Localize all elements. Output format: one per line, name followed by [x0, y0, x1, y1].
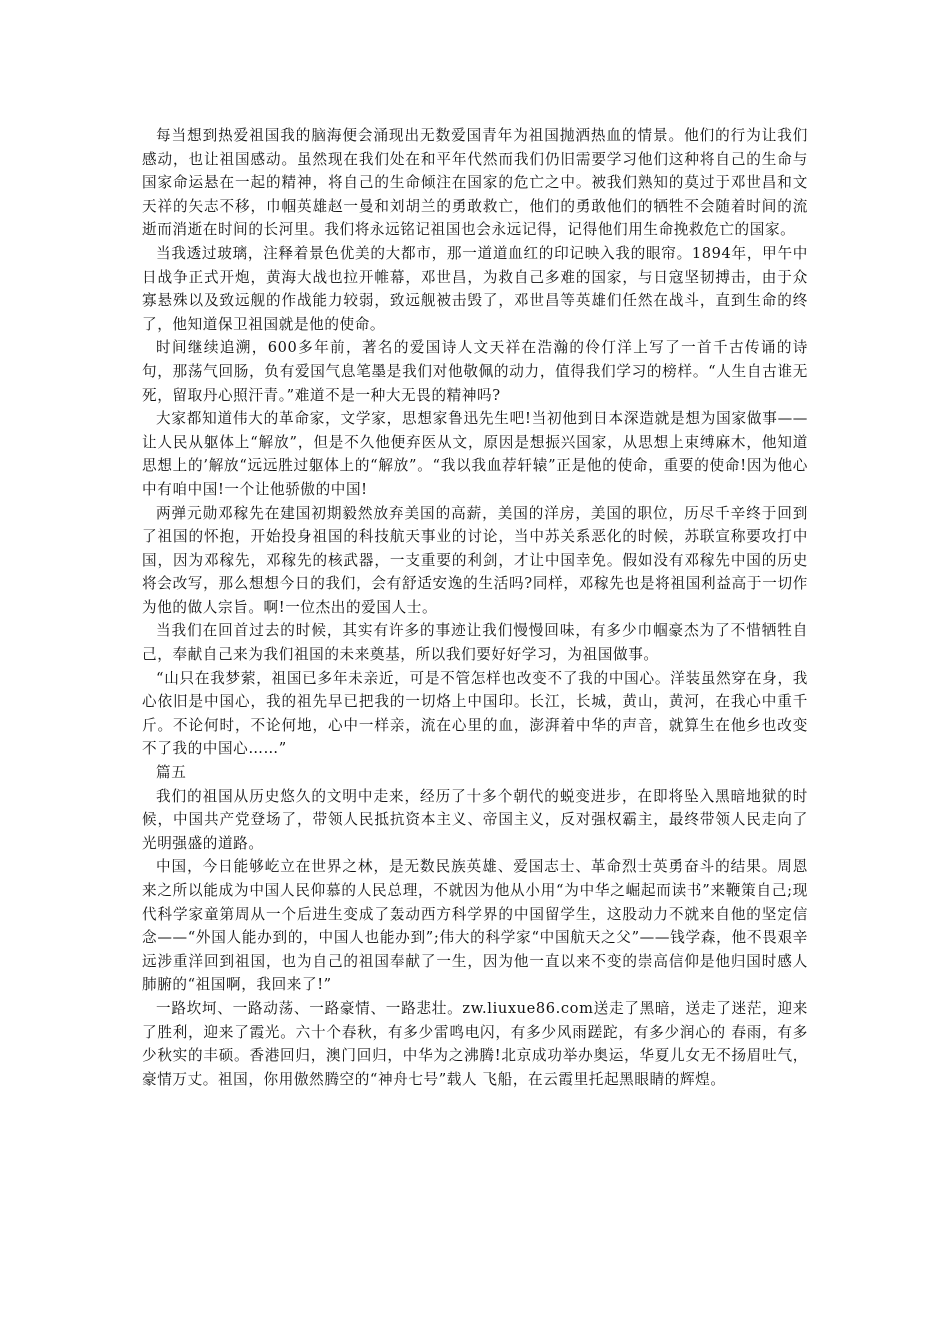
paragraph-6: 当我们在回首过去的时候，其实有许多的事迹让我们慢慢回味，有多少巾帼豪杰为了不惜牺牲自己，奉献自己来为我们祖国的未来奠基，所以我们要好好学习，为祖国做事。	[142, 622, 808, 664]
paragraph-1: 每当想到热爱祖国我的脑海便会涌现出无数爱国青年为祖国抛洒热血的情景。他们的行为让我们感动，也让祖国感动。虽然现在我们处在和平年代然而我们仍旧需要学习他们这种将自己的生命与国家命运悬在一起的精神，将自己的生命倾注在国家的危亡之中。被我们熟知的莫过于邓世昌和文天祥的矢志不移，巾帼英雄赵一曼和刘胡兰的勇敢救亡，他们的勇敢他们的牺牲不会随着时间的流逝而消逝在时间的长河里。我们将永远铭记祖国也会永远记得，记得他们用生命挽救危亡的国家。	[142, 127, 808, 239]
document-body	[142, 124, 808, 1091]
paragraph-10: 一路坎坷、一路动荡、一路豪情、一路悲壮。zw.liuxue86.com送走了黑暗，送走了迷茫，迎来了胜利，迎来了霞光。六十个春秋，有多少雷鸣电闪，有多少风雨蹉跎，有多少润心的 春雨，有多少秋实的丰硕。香港回归，澳门回归，中华为之沸腾!北京成功举办奥运，华夏儿女无不扬眉吐气，豪情万丈。祖国，你用傲然腾空的“神舟七号”载人 飞船，在云霞里托起黑眼睛的辉煌。	[142, 999, 808, 1088]
paragraph-7: “山只在我梦萦，祖国已多年未亲近，可是不管怎样也改变不了我的中国心。洋装虽然穿在身，我心依旧是中国心，我的祖先早已把我的一切烙上中国印。长江，长城，黄山，黄河，在我心中重千斤。不论何时，不论何地，心中一样亲，流在心里的血，澎湃着中华的声音，就算生在他乡也改变不了我的中国心……”	[142, 669, 808, 758]
section-heading: 篇五	[156, 764, 187, 782]
paragraph-5: 两弹元勋邓稼先在建国初期毅然放弃美国的高薪，美国的洋房，美国的职位，历尽千辛终于回到了祖国的怀抱，开始投身祖国的科技航天事业的讨论，当中苏关系恶化的时候，苏联宣称要攻打中国，因为邓稼先，邓稼先的核武器，一支重要的利剑，才让中国幸免。假如没有邓稼先中国的历史将会改写，那么想想今日的我们，会有舒适安逸的生活吗?同样，邓稼先也是将祖国利益高于一切作为他的做人宗旨。啊!一位杰出的爱国人士。	[142, 504, 808, 616]
paragraph-8: 我们的祖国从历史悠久的文明中走来，经历了十多个朝代的蜕变进步，在即将坠入黑暗地狱的时候，中国共产党登场了，带领人民抵抗资本主义、帝国主义，反对强权霸主，最终带领人民走向了光明强盛的道路。	[142, 787, 808, 852]
paragraph-3: 时间继续追溯，600多年前，著名的爱国诗人文天祥在浩瀚的伶仃洋上写了一首千古传诵的诗句，那荡气回肠，负有爱国气息笔墨是我们对他敬佩的动力，值得我们学习的榜样。“人生自古谁无死，留取丹心照汗青。”难道不是一种大无畏的精神吗?	[142, 339, 808, 404]
paragraph-2: 当我透过玻璃，注释着景色优美的大都市，那一道道血红的印记映入我的眼帘。1894年，甲午中日战争正式开炮，黄海大战也拉开帷幕，邓世昌，为救自己多难的国家，与日寇坚韧搏击，由于众寡悬殊以及致远舰的作战能力较弱，致远舰被击毁了，邓世昌等英雄们任然在战斗，直到生命的终了，他知道保卫祖国就是他的使命。	[142, 244, 808, 333]
paragraph-9: 中国，今日能够屹立在世界之林，是无数民族英雄、爱国志士、革命烈士英勇奋斗的结果。周恩来之所以能成为中国人民仰慕的人民总理，不就因为他从小用“为中华之崛起而读书”来鞭策自己;现代科学家童第周从一个后进生变成了轰动西方科学界的中国留学生，这股动力不就来自他的坚定信念——“外国人能办到的，中国人也能办到”;伟大的科学家“中国航天之父”——钱学森，他不畏艰辛远涉重洋回到祖国，也为自己的祖国奉献了一生，因为他一直以来不变的崇高信仰是他归国时感人肺腑的“祖国啊，我回来了!”	[142, 858, 808, 994]
paragraph-4: 大家都知道伟大的革命家，文学家，思想家鲁迅先生吧!当初他到日本深造就是想为国家做事——让人民从躯体上“解放”，但是不久他便弃医从文，原因是想振兴国家，从思想上束缚麻木，他知道思想上的’解放“远远胜过躯体上的“解放”。“我以我血荐轩辕”正是他的使命，重要的使命!因为他心中有咱中国!一个让他骄傲的中国!	[142, 410, 808, 498]
